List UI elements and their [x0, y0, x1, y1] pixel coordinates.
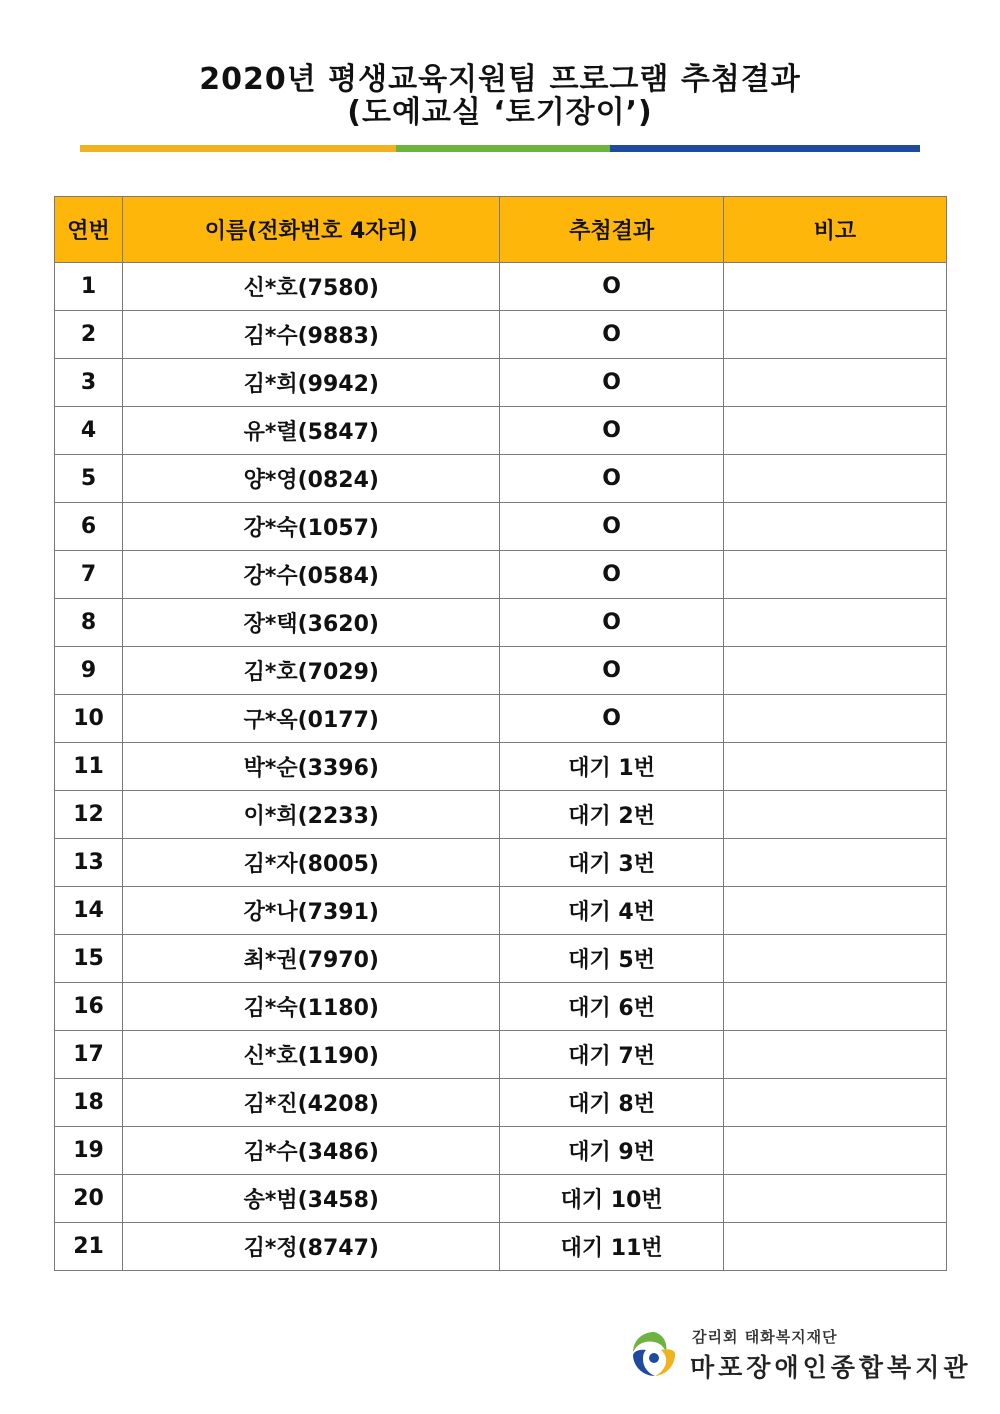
- cell-name: 김*수(3486): [123, 1127, 500, 1175]
- cell-result: O: [500, 311, 723, 359]
- cell-result: O: [500, 503, 723, 551]
- cell-note: [723, 695, 946, 743]
- divider-bar-green: [396, 145, 610, 152]
- organization-sub-name: 감리회 태화복지재단: [692, 1328, 838, 1346]
- cell-result: O: [500, 263, 723, 311]
- cell-note: [723, 503, 946, 551]
- table-row: [55, 311, 947, 359]
- cell-note: [723, 599, 946, 647]
- cell-note: [723, 887, 946, 935]
- cell-name: 김*수(9883): [123, 311, 500, 359]
- table-row: [55, 503, 947, 551]
- cell-result: O: [500, 695, 723, 743]
- lottery-result-table: [54, 196, 947, 1271]
- cell-note: [723, 1127, 946, 1175]
- cell-name: 김*진(4208): [123, 1079, 500, 1127]
- table-row: [55, 359, 947, 407]
- table-row: [55, 983, 947, 1031]
- cell-no: 2: [55, 311, 123, 359]
- cell-no: 3: [55, 359, 123, 407]
- cell-note: [723, 1079, 946, 1127]
- cell-result: 대기 1번: [500, 743, 723, 791]
- cell-no: 13: [55, 839, 123, 887]
- cell-name: 유*렬(5847): [123, 407, 500, 455]
- cell-result: O: [500, 455, 723, 503]
- cell-note: [723, 1175, 946, 1223]
- cell-no: 9: [55, 647, 123, 695]
- cell-name: 이*희(2233): [123, 791, 500, 839]
- cell-name: 구*옥(0177): [123, 695, 500, 743]
- cell-name: 장*택(3620): [123, 599, 500, 647]
- cell-no: 19: [55, 1127, 123, 1175]
- cell-no: 18: [55, 1079, 123, 1127]
- header-name: 이름(전화번호 4자리): [123, 197, 500, 263]
- cell-result: 대기 10번: [500, 1175, 723, 1223]
- cell-name: 최*권(7970): [123, 935, 500, 983]
- cell-result: 대기 2번: [500, 791, 723, 839]
- cell-name: 박*순(3396): [123, 743, 500, 791]
- organization-logo: [628, 1326, 972, 1382]
- cell-no: 21: [55, 1223, 123, 1271]
- cell-result: 대기 6번: [500, 983, 723, 1031]
- page-title: 2020년 평생교육지원팀 프로그램 추첨결과: [199, 62, 801, 97]
- header-result: 추첨결과: [500, 197, 723, 263]
- cell-name: 신*호(1190): [123, 1031, 500, 1079]
- cell-note: [723, 1031, 946, 1079]
- table-row: [55, 791, 947, 839]
- table-row: [55, 599, 947, 647]
- divider-bar-orange: [80, 145, 396, 152]
- cell-result: 대기 9번: [500, 1127, 723, 1175]
- cell-result: O: [500, 407, 723, 455]
- cell-note: [723, 743, 946, 791]
- table-row: [55, 551, 947, 599]
- welfare-foundation-logo-icon: [628, 1328, 680, 1380]
- divider-bar-blue: [610, 145, 920, 152]
- cell-no: 7: [55, 551, 123, 599]
- cell-result: 대기 8번: [500, 1079, 723, 1127]
- cell-no: 17: [55, 1031, 123, 1079]
- cell-name: 양*영(0824): [123, 455, 500, 503]
- cell-note: [723, 1223, 946, 1271]
- cell-no: 5: [55, 455, 123, 503]
- cell-no: 1: [55, 263, 123, 311]
- cell-note: [723, 551, 946, 599]
- cell-name: 강*숙(1057): [123, 503, 500, 551]
- cell-no: 20: [55, 1175, 123, 1223]
- cell-result: 대기 5번: [500, 935, 723, 983]
- cell-result: 대기 11번: [500, 1223, 723, 1271]
- table-row: [55, 1079, 947, 1127]
- table-row: [55, 1127, 947, 1175]
- cell-result: 대기 3번: [500, 839, 723, 887]
- cell-note: [723, 359, 946, 407]
- cell-note: [723, 263, 946, 311]
- cell-note: [723, 407, 946, 455]
- cell-name: 김*호(7029): [123, 647, 500, 695]
- cell-note: [723, 455, 946, 503]
- header-note: 비고: [723, 197, 946, 263]
- table-row: [55, 407, 947, 455]
- cell-name: 김*희(9942): [123, 359, 500, 407]
- cell-note: [723, 935, 946, 983]
- cell-result: O: [500, 647, 723, 695]
- table-header-row: [55, 197, 947, 263]
- table-row: [55, 455, 947, 503]
- table-row: [55, 1175, 947, 1223]
- table-row: [55, 887, 947, 935]
- cell-note: [723, 983, 946, 1031]
- table-row: [55, 935, 947, 983]
- cell-no: 11: [55, 743, 123, 791]
- cell-no: 4: [55, 407, 123, 455]
- cell-no: 6: [55, 503, 123, 551]
- cell-no: 12: [55, 791, 123, 839]
- cell-name: 김*자(8005): [123, 839, 500, 887]
- organization-name: 마포장애인종합복지관: [690, 1353, 972, 1382]
- cell-no: 15: [55, 935, 123, 983]
- cell-name: 강*수(0584): [123, 551, 500, 599]
- table-body: [55, 263, 947, 1271]
- table-row: [55, 1223, 947, 1271]
- table-row: [55, 839, 947, 887]
- table-row: [55, 647, 947, 695]
- table-row: [55, 743, 947, 791]
- cell-result: O: [500, 359, 723, 407]
- cell-result: 대기 7번: [500, 1031, 723, 1079]
- cell-name: 강*나(7391): [123, 887, 500, 935]
- cell-no: 8: [55, 599, 123, 647]
- cell-note: [723, 647, 946, 695]
- cell-no: 14: [55, 887, 123, 935]
- cell-name: 신*호(7580): [123, 263, 500, 311]
- cell-result: O: [500, 599, 723, 647]
- cell-name: 김*숙(1180): [123, 983, 500, 1031]
- cell-name: 송*범(3458): [123, 1175, 500, 1223]
- cell-name: 김*정(8747): [123, 1223, 500, 1271]
- cell-no: 10: [55, 695, 123, 743]
- cell-result: O: [500, 551, 723, 599]
- cell-note: [723, 311, 946, 359]
- cell-note: [723, 839, 946, 887]
- table-row: [55, 695, 947, 743]
- cell-note: [723, 791, 946, 839]
- page-subtitle: (도예교실 ‘토기장이’): [347, 95, 653, 130]
- cell-no: 16: [55, 983, 123, 1031]
- table-row: [55, 263, 947, 311]
- cell-result: 대기 4번: [500, 887, 723, 935]
- table-row: [55, 1031, 947, 1079]
- header-no: 연번: [55, 197, 123, 263]
